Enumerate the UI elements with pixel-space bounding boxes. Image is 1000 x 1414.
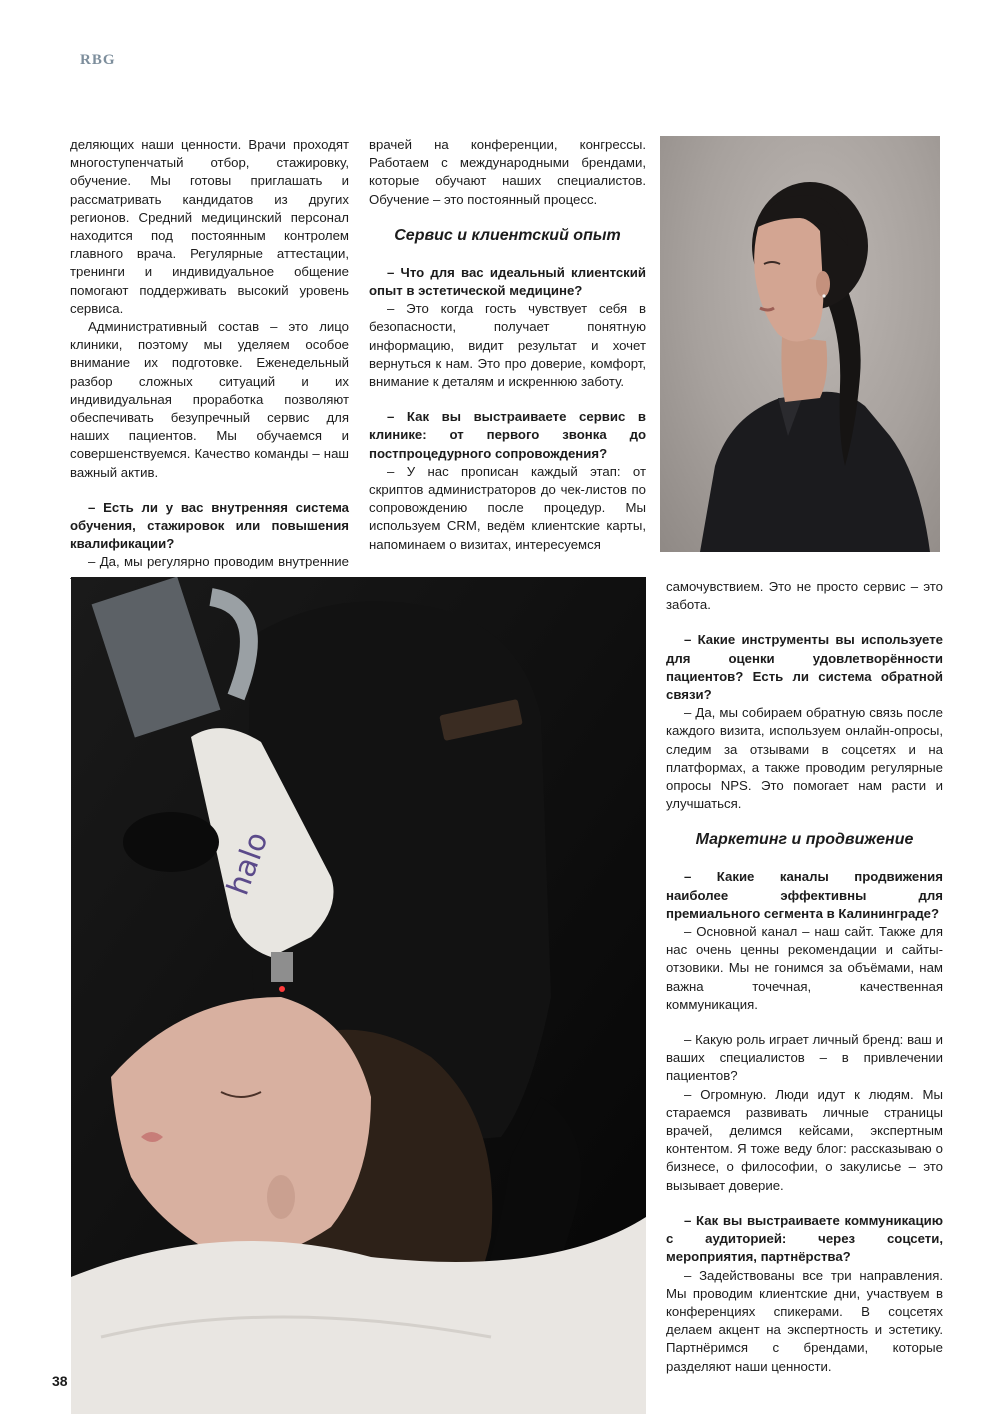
question: – Как вы выстраиваете сервис в клинике: от первого звонка до постпроцедурного сопровождения? xyxy=(369,409,646,461)
text-column-1 xyxy=(70,136,349,590)
answer: – Да, мы собираем обратную связь после каждого визита, используем онлайн-опросы, следим за отзывами в соцсетях и на платформах, а также проводим регулярные опросы NPS. Это помогает нам расти и улучшаться. xyxy=(666,705,943,812)
device-brand-text: halo xyxy=(220,827,276,900)
procedure-photo xyxy=(71,577,646,1414)
text-column-3 xyxy=(666,578,943,1376)
procedure-illustration xyxy=(71,577,646,1414)
portrait-illustration xyxy=(660,136,940,552)
magazine-brand: RBG xyxy=(80,52,116,68)
paragraph: врачей на конференции, конгрессы. Работаем с международными брендами, которые обучают наших специалистов. Обучение – это постоянный процесс. xyxy=(369,137,646,207)
answer: – Задействованы все три направления. Мы проводим клиентские дни, участвуем в конференциях спикерами. В соцсетях делаем акцент на экспертность и эстетику. Партнёримся с брендами, которые разделяют наши ценности. xyxy=(666,1267,943,1374)
paragraph: самочувствием. Это не просто сервис – это забота. xyxy=(666,579,943,613)
paragraph: деляющих наши ценности. Врачи проходят многоступенчатый отбор, стажировку, обучение. Мы готовы приглашать и рассматривать кандидатов из других регионов. Средний медицинский персонал находится под постоянным контролем главного врача. Регулярные аттестации, тренинги и индивидуальное общение помогают поддерживать высокий уровень сервиса. xyxy=(70,137,349,316)
answer: – Огромную. Люди идут к людям. Мы стараемся развивать личные страницы врачей, делимся кейсами, экспертным контентом. Я тоже веду блог: рассказываю о бизнесе, о философии, о закулисье – это вызывает доверие. xyxy=(666,1086,943,1193)
text-column-2 xyxy=(369,136,646,554)
question: – Что для вас идеальный клиентский опыт в эстетической медицине? xyxy=(369,264,646,299)
portrait-photo xyxy=(660,136,940,552)
answer: – Да, мы регулярно проводим внутренние xyxy=(88,554,349,570)
section-heading-marketing: Маркетинг и продвижение xyxy=(695,831,914,849)
question: – Какие инструменты вы используете для оценки удовлетворённости пациентов? Есть ли система обратной связи? xyxy=(666,632,943,703)
answer: – Это когда гость чувствует себя в безопасности, получает понятную информацию, видит результат и хочет вернуться к нам. Это про доверие, комфорт, внимание к деталям и искреннюю заботу. xyxy=(369,301,646,390)
question: – Как вы выстраиваете коммуникацию с аудиторией: через соцсети, мероприятия, партнёрства? xyxy=(666,1212,943,1265)
question: – Какие каналы продвижения наиболее эффективны для премиального сегмента в Калининграде? xyxy=(666,869,943,921)
answer: – Основной канал – наш сайт. Также для нас очень ценны рекомендации и сайты-отзовики. Мы не гонимся за объёмами, нам важна точечная, качественная коммуникация. xyxy=(666,924,943,1012)
question: – Есть ли у вас внутренняя система обучения, стажировок или повышения квалификации? xyxy=(70,499,349,552)
page-number: 38 xyxy=(52,1373,68,1389)
section-heading-service: Сервис и клиентский опыт xyxy=(394,226,621,244)
paragraph: Административный состав – это лицо клиники, поэтому мы уделяем особое внимание их подготовке. Еженедельный разбор сложных ситуаций и их индивидуальная проработка позволяют обеспечивать безупречный сервис для наших пациентов. Мы обучаемся и совершенствуемся. Качество команды – наш важный актив. xyxy=(70,319,349,480)
answer: – У нас прописан каждый этап: от скриптов администраторов до чек-листов по сопровождению после процедур. Мы используем CRM, ведём клиентские карты, напоминаем о визитах, интересуемся xyxy=(369,463,646,552)
question: – Какую роль играет личный бренд: ваш и ваших специалистов – в привлечении пациентов? xyxy=(666,1032,943,1084)
